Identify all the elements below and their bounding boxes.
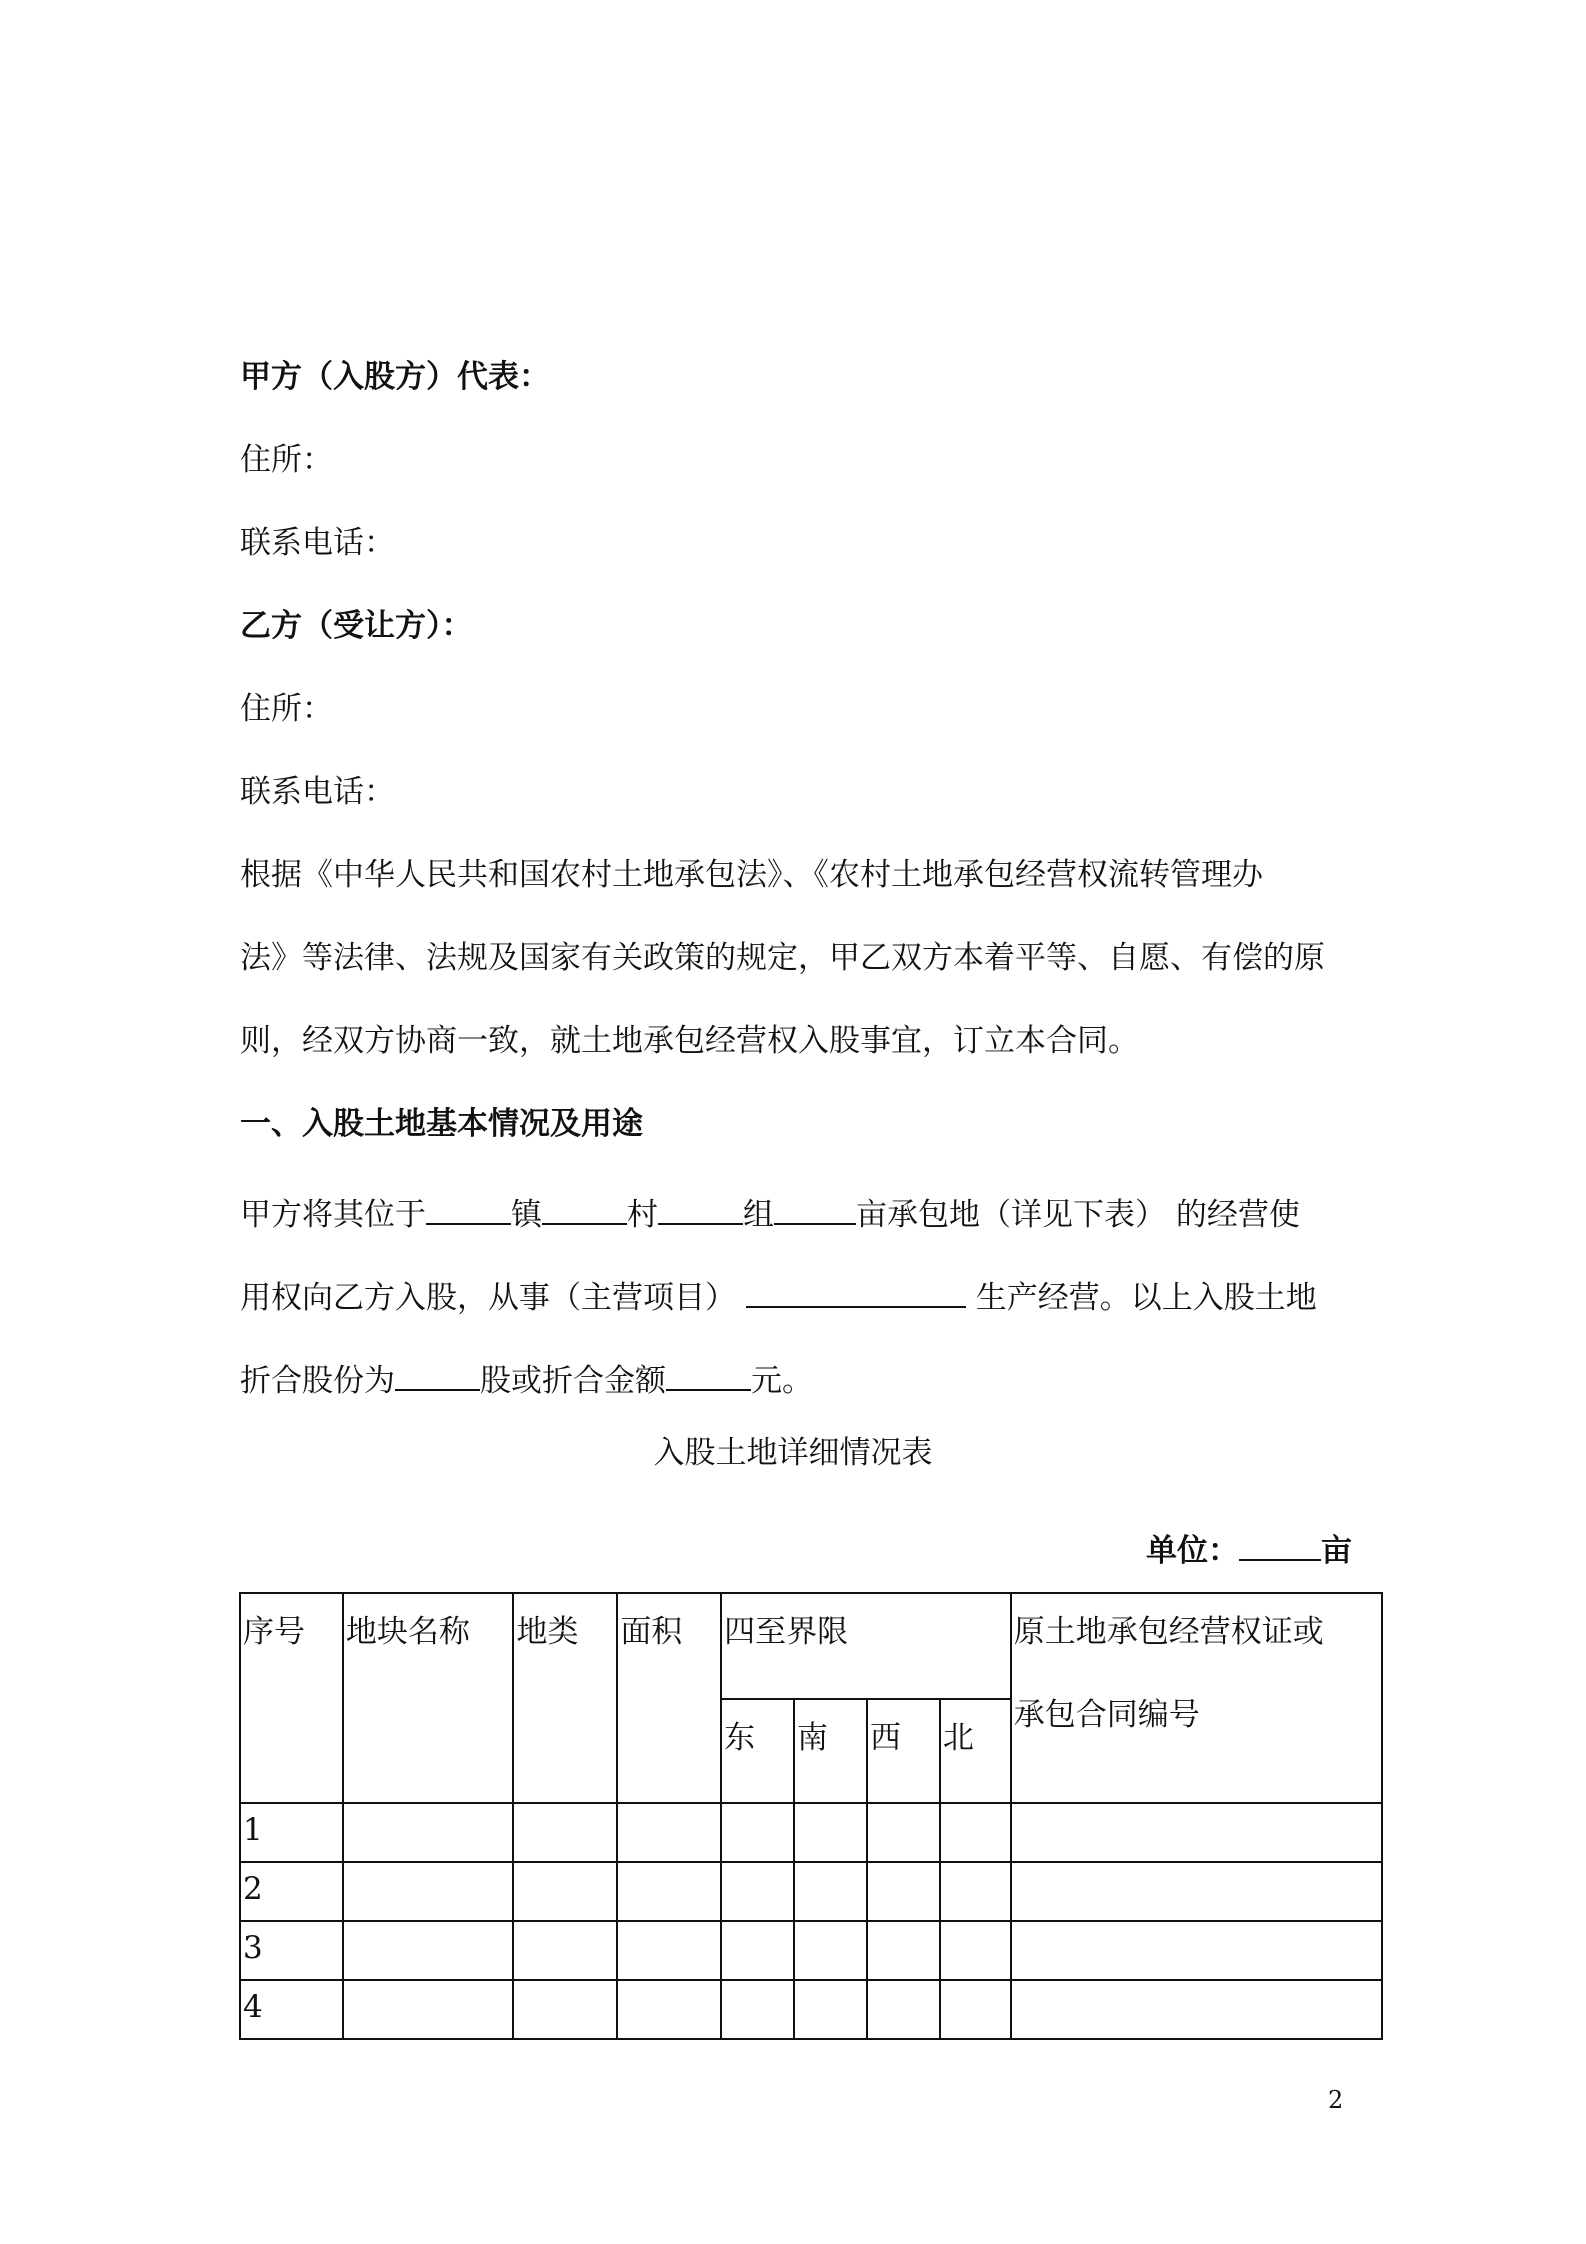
table-cell[interactable] — [513, 1921, 617, 1980]
table-cell[interactable] — [721, 1980, 794, 2039]
preamble-line: 则，经双方协商一致，就土地承包经营权入股事宜，订立本合同。 — [240, 1023, 1139, 1059]
table-cell[interactable] — [867, 1921, 940, 1980]
header-land-type: 地类 — [513, 1593, 617, 1803]
shares-blank[interactable] — [395, 1355, 480, 1391]
table-cell[interactable] — [513, 1803, 617, 1862]
table-cell[interactable] — [1011, 1803, 1382, 1862]
section1-line: 用权向乙方入股，从事（主营项目） 生产经营。以上入股土地 — [240, 1272, 1360, 1355]
area-blank[interactable] — [774, 1189, 856, 1225]
group-blank[interactable] — [658, 1189, 743, 1225]
table-cell[interactable] — [721, 1921, 794, 1980]
preamble-line: 根据《中华人民共和国农村土地承包法》、《农村土地承包经营权流转管理办 — [240, 857, 1263, 893]
row-seq: 1 — [240, 1803, 343, 1862]
table-cell[interactable] — [617, 1921, 721, 1980]
section1-line: 折合股份为 股或折合金额 元。 — [240, 1355, 1360, 1438]
table-cell[interactable] — [940, 1862, 1011, 1921]
table-row — [240, 1803, 1382, 1862]
table-cell[interactable] — [721, 1862, 794, 1921]
table-cell[interactable] — [617, 1862, 721, 1921]
section1-line: 甲方将其位于 镇 村 组 亩承包地（详见下表） 的经营使 — [240, 1189, 1360, 1272]
header-boundaries: 四至界限 — [721, 1593, 1011, 1699]
header-east: 东 — [721, 1699, 794, 1803]
row-seq: 2 — [240, 1862, 343, 1921]
table-cell[interactable] — [940, 1921, 1011, 1980]
table-cell[interactable] — [867, 1803, 940, 1862]
table-cell[interactable] — [794, 1921, 867, 1980]
preamble-paragraph — [240, 855, 1360, 1104]
project-blank[interactable] — [746, 1272, 966, 1308]
table-cell[interactable] — [617, 1803, 721, 1862]
table-cell[interactable] — [940, 1803, 1011, 1862]
table-cell[interactable] — [513, 1862, 617, 1921]
table-row — [240, 1862, 1382, 1921]
table-cell[interactable] — [867, 1862, 940, 1921]
town-blank[interactable] — [426, 1189, 511, 1225]
header-west: 西 — [867, 1699, 940, 1803]
table-header-row — [240, 1593, 1382, 1699]
party-a-phone-label: 联系电话： — [240, 525, 395, 561]
party-b-phone-label: 联系电话： — [240, 774, 395, 810]
header-area: 面积 — [617, 1593, 721, 1803]
table-cell[interactable] — [343, 1803, 514, 1862]
table-cell[interactable] — [1011, 1862, 1382, 1921]
table-cell[interactable] — [1011, 1980, 1382, 2039]
table-cell[interactable] — [794, 1803, 867, 1862]
table-cell[interactable] — [343, 1862, 514, 1921]
amount-blank[interactable] — [666, 1355, 751, 1391]
table-cell[interactable] — [794, 1862, 867, 1921]
row-seq: 4 — [240, 1980, 343, 2039]
preamble-line: 法》等法律、法规及国家有关政策的规定，甲乙双方本着平等、自愿、有偿的原 — [240, 940, 1325, 976]
party-b-label: 乙方（受让方）： — [240, 608, 473, 644]
table-cell[interactable] — [794, 1980, 867, 2039]
table-cell[interactable] — [343, 1980, 514, 2039]
village-blank[interactable] — [542, 1189, 627, 1225]
land-detail-table — [239, 1592, 1383, 2040]
unit-line: 单位： 亩 — [1146, 1525, 1352, 1571]
table-cell[interactable] — [867, 1980, 940, 2039]
table-row — [240, 1980, 1382, 2039]
table-row — [240, 1921, 1382, 1980]
header-south: 南 — [794, 1699, 867, 1803]
table-cell[interactable] — [940, 1980, 1011, 2039]
table-cell[interactable] — [343, 1921, 514, 1980]
header-north: 北 — [940, 1699, 1011, 1803]
page-number: 2 — [1328, 2086, 1344, 2114]
table-cell[interactable] — [721, 1803, 794, 1862]
table-title: 入股土地详细情况表 — [653, 1435, 933, 1471]
unit-blank[interactable] — [1239, 1525, 1321, 1561]
row-seq: 3 — [240, 1921, 343, 1980]
section1-paragraph — [240, 1189, 1360, 1438]
table-cell[interactable] — [1011, 1921, 1382, 1980]
party-b-address-label: 住所： — [240, 691, 333, 727]
section1-heading: 一、入股土地基本情况及用途 — [240, 1106, 643, 1142]
party-a-label: 甲方（入股方）代表： — [240, 359, 550, 395]
party-a-address-label: 住所： — [240, 442, 333, 478]
header-certificate: 原土地承包经营权证或 承包合同编号 — [1011, 1593, 1382, 1803]
table-cell[interactable] — [617, 1980, 721, 2039]
header-plot-name: 地块名称 — [343, 1593, 514, 1803]
table-cell[interactable] — [513, 1980, 617, 2039]
header-seq: 序号 — [240, 1593, 343, 1803]
